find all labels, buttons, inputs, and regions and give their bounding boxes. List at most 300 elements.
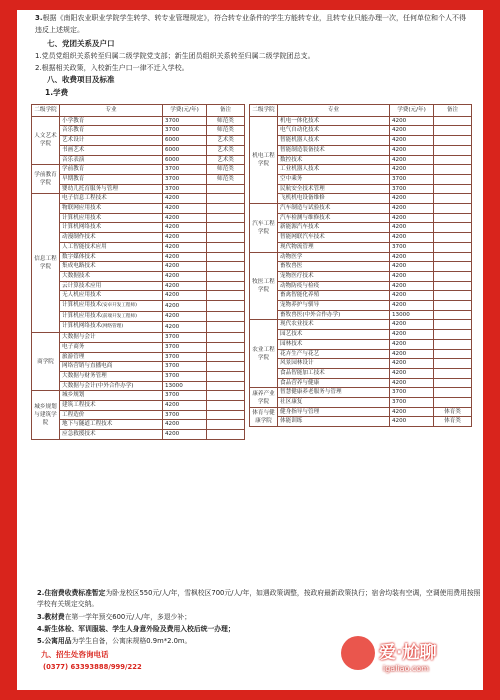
major-name: 智慧健康养老服务与管理 <box>280 389 342 396</box>
major-note: (网络管理) <box>101 324 124 330</box>
note-cell <box>434 281 472 291</box>
table-row <box>250 194 472 204</box>
fee-cell: 4200 <box>390 145 434 155</box>
major-cell <box>60 136 163 146</box>
note-cell <box>207 410 245 420</box>
major-name: 建筑工程技术 <box>62 402 96 409</box>
table-row <box>250 165 472 175</box>
table-row <box>250 301 472 311</box>
note-cell <box>434 136 472 146</box>
college-cell: 农业工程学院 <box>250 320 278 388</box>
major-name: 学前教育 <box>62 166 85 173</box>
item-lead: 住宿费收费标准暂定 <box>44 589 106 597</box>
note-cell <box>434 398 472 408</box>
major-name: 应急救援技术 <box>62 431 96 438</box>
fee-cell: 4200 <box>163 271 207 281</box>
college-cell: 城乡规划与建筑学院 <box>32 391 60 440</box>
note-cell <box>207 420 245 430</box>
major-name: 城乡规划 <box>62 392 85 399</box>
table-row <box>250 339 472 349</box>
table-row <box>250 204 472 214</box>
table-row <box>250 184 472 194</box>
header-fee: 学费(元/年) <box>390 105 434 117</box>
fee-cell: 4200 <box>390 330 434 340</box>
table-row <box>250 417 472 427</box>
table-row <box>250 116 472 126</box>
fee-cell: 4200 <box>390 223 434 233</box>
fee-cell: 3700 <box>163 126 207 136</box>
table-row <box>32 165 245 175</box>
fee-cell: 3700 <box>163 116 207 126</box>
item-number: 2. <box>37 589 45 597</box>
major-name: 体能训练 <box>280 418 303 425</box>
major-cell <box>278 233 390 243</box>
major-name: 书画艺术 <box>62 146 85 153</box>
major-cell <box>60 233 163 243</box>
table-row <box>250 223 472 233</box>
major-name: 畜禽智能化养殖 <box>280 292 320 299</box>
note-cell <box>434 339 472 349</box>
table-row <box>32 322 245 333</box>
major-cell <box>278 242 390 252</box>
major-name: 民航安全技术管理 <box>280 185 325 192</box>
major-cell <box>60 362 163 372</box>
fee-cell: 3700 <box>163 333 207 343</box>
fee-cell: 3700 <box>163 165 207 175</box>
note-cell <box>207 223 245 233</box>
item-text: 在第一学年预交600元/人/年，多退少补； <box>64 613 192 621</box>
fee-cell: 4200 <box>163 204 207 214</box>
major-cell <box>60 301 163 312</box>
major-name: 大数据与会计 <box>62 334 96 341</box>
fee-cell: 4200 <box>390 291 434 301</box>
note-cell <box>207 262 245 272</box>
fee-cell: 3700 <box>390 398 434 408</box>
major-cell <box>278 262 390 272</box>
fee-cell: 4200 <box>390 165 434 175</box>
note-cell <box>434 184 472 194</box>
note-cell <box>207 311 245 322</box>
fee-cell: 4200 <box>163 223 207 233</box>
major-cell <box>60 401 163 411</box>
major-cell <box>278 126 390 136</box>
table-row <box>250 281 472 291</box>
fee-cell: 4200 <box>390 281 434 291</box>
table-row <box>250 368 472 378</box>
header-note: 备注 <box>434 105 472 117</box>
fee-cell: 4200 <box>390 320 434 330</box>
note-cell <box>207 194 245 204</box>
header-major: 专业 <box>278 105 390 117</box>
major-cell <box>60 333 163 343</box>
note-cell: 艺术类 <box>207 136 245 146</box>
major-cell <box>60 381 163 391</box>
table-row <box>250 252 472 262</box>
major-name: 计算机网络技术 <box>62 224 102 231</box>
major-name: 婴幼儿托育服务与管理 <box>62 185 118 192</box>
section-8-title: 八、收费项目及标准 <box>47 75 115 84</box>
note-cell: 体育类 <box>434 407 472 417</box>
major-name: 汽车检测与维修技术 <box>280 214 331 221</box>
note-cell <box>434 223 472 233</box>
table-row <box>32 242 245 252</box>
major-cell <box>60 291 163 301</box>
fee-cell: 4200 <box>390 252 434 262</box>
table-row <box>250 242 472 252</box>
fee-cell: 4200 <box>390 359 434 369</box>
major-cell <box>278 339 390 349</box>
note-cell <box>434 213 472 223</box>
table-row <box>32 233 245 243</box>
major-name: 艺术设计 <box>62 137 85 144</box>
table-row <box>32 311 245 322</box>
section-7-item-1: 1.党员党组织关系转至归属二级学院党支部；新生团员组织关系转至归属二级学院团总支。 <box>35 52 315 60</box>
major-name: 大数据与会计(中外合作办学) <box>62 382 134 389</box>
note-cell <box>434 378 472 388</box>
major-cell <box>60 194 163 204</box>
note-cell <box>434 116 472 126</box>
major-note: (安卓开发工程师) <box>101 303 137 309</box>
fee-cell: 4200 <box>163 311 207 322</box>
table-row <box>32 271 245 281</box>
section-9-title: 九、招生处咨询电话 <box>41 650 109 659</box>
major-name: 集成电路技术 <box>62 263 96 270</box>
table-row <box>32 342 245 352</box>
table-row <box>250 359 472 369</box>
note-cell: 体育类 <box>434 417 472 427</box>
table-row <box>32 401 245 411</box>
table-row <box>32 281 245 291</box>
fee-cell: 4200 <box>390 194 434 204</box>
table-row <box>250 126 472 136</box>
item-number: 3. <box>35 14 43 22</box>
major-name: 机电一体化技术 <box>280 117 320 124</box>
major-name: 社区康复 <box>280 399 303 406</box>
fee-cell: 6000 <box>163 145 207 155</box>
major-name: 音乐教育 <box>62 127 85 134</box>
major-name: 大数据与财务管理 <box>62 372 107 379</box>
table-row <box>32 223 245 233</box>
note-cell <box>207 252 245 262</box>
table-row <box>32 430 245 440</box>
table-row <box>32 410 245 420</box>
major-cell <box>60 252 163 262</box>
major-cell <box>278 116 390 126</box>
major-name: 畜牧兽医 <box>280 263 303 270</box>
table-row <box>250 398 472 408</box>
note-cell <box>434 310 472 320</box>
fee-cell: 4200 <box>163 401 207 411</box>
fee-cell: 4200 <box>390 417 434 427</box>
fee-cell: 4200 <box>390 233 434 243</box>
table-row <box>32 126 245 136</box>
major-cell <box>278 330 390 340</box>
fee-cell: 4200 <box>390 126 434 136</box>
table-row <box>250 291 472 301</box>
note-cell <box>207 233 245 243</box>
major-cell <box>278 174 390 184</box>
fee-cell: 3700 <box>390 174 434 184</box>
note-cell <box>207 184 245 194</box>
major-cell <box>278 301 390 311</box>
header-major: 专业 <box>60 105 163 117</box>
fee-cell: 3700 <box>163 174 207 184</box>
major-cell <box>278 213 390 223</box>
major-cell <box>278 378 390 388</box>
table-row <box>32 381 245 391</box>
header-college: 二级学院 <box>32 105 60 117</box>
fee-cell: 4200 <box>390 339 434 349</box>
table-header-row <box>250 105 472 117</box>
fee-cell: 3700 <box>390 184 434 194</box>
major-cell <box>60 262 163 272</box>
document-sheet <box>17 10 483 690</box>
note-cell <box>434 262 472 272</box>
note-cell <box>207 301 245 312</box>
major-cell <box>278 145 390 155</box>
note-cell <box>207 362 245 372</box>
major-name: 智能网联汽车技术 <box>280 234 325 241</box>
major-cell <box>278 407 390 417</box>
fee-cell: 4200 <box>163 252 207 262</box>
note-cell <box>434 174 472 184</box>
fee-cell: 4200 <box>390 213 434 223</box>
intro-item-3 <box>35 12 471 36</box>
note-cell <box>434 194 472 204</box>
note-cell <box>434 368 472 378</box>
major-cell <box>60 165 163 175</box>
major-cell <box>60 155 163 165</box>
table-row <box>250 378 472 388</box>
footer-item-4: 4.新生体检、军训服装、学生人身意外险及费用入校后统一办理； <box>37 625 235 633</box>
note-cell <box>434 165 472 175</box>
major-cell <box>278 398 390 408</box>
section-7-title: 七、党团关系及户口 <box>47 39 115 48</box>
fee-cell: 4200 <box>163 194 207 204</box>
fee-cell: 4200 <box>390 349 434 359</box>
fee-cell: 4200 <box>390 301 434 311</box>
major-name: 健身指导与管理 <box>280 408 320 415</box>
table-row <box>250 349 472 359</box>
fee-cell: 4200 <box>390 116 434 126</box>
item-text: 为学生自备，公寓床规格0.9m*2.0m。 <box>71 637 192 645</box>
major-cell <box>60 126 163 136</box>
fee-cell: 13000 <box>163 381 207 391</box>
fee-cell: 4200 <box>163 420 207 430</box>
fee-cell: 6000 <box>163 155 207 165</box>
fee-cell: 4200 <box>163 262 207 272</box>
note-cell <box>434 359 472 369</box>
major-cell <box>278 359 390 369</box>
table-row <box>32 291 245 301</box>
note-cell <box>434 233 472 243</box>
major-name: 现代物流管理 <box>280 243 314 250</box>
college-cell: 机电工程学院 <box>250 116 278 203</box>
table-row <box>32 136 245 146</box>
table-row <box>250 136 472 146</box>
table-row <box>32 252 245 262</box>
fee-cell: 4200 <box>390 204 434 214</box>
major-name: 网络营销与直播电商 <box>62 363 113 370</box>
table-row <box>250 174 472 184</box>
major-name: 园林技术 <box>280 340 303 347</box>
major-name: 空中乘务 <box>280 175 303 182</box>
footer-item-3 <box>37 612 191 623</box>
major-name: 工业机器人技术 <box>280 166 320 173</box>
major-name: 数控技术 <box>280 156 303 163</box>
note-cell <box>434 126 472 136</box>
major-cell <box>278 320 390 330</box>
fee-cell: 4200 <box>163 301 207 312</box>
note-cell <box>207 213 245 223</box>
table-row <box>32 116 245 126</box>
table-row <box>250 407 472 417</box>
table-row <box>250 320 472 330</box>
fee-cell: 4200 <box>390 271 434 281</box>
major-cell <box>60 242 163 252</box>
fee-cell: 3700 <box>163 352 207 362</box>
item-number: 3. <box>37 613 45 621</box>
fee-cell: 3700 <box>163 410 207 420</box>
major-name: 智能制造装备技术 <box>280 146 325 153</box>
site-watermark <box>337 634 477 680</box>
fee-cell: 4200 <box>163 430 207 440</box>
fee-cell: 4200 <box>390 407 434 417</box>
watermark-brand: 爱·尬聊 <box>379 643 437 663</box>
college-cell: 人文艺术学院 <box>32 116 60 165</box>
watermark-url: igaliao.com <box>383 664 429 673</box>
table-row <box>32 204 245 214</box>
major-cell <box>278 417 390 427</box>
major-cell <box>60 352 163 362</box>
major-name: 云计算技术应用 <box>62 282 102 289</box>
note-cell <box>207 401 245 411</box>
major-name: 旅游管理 <box>62 353 85 360</box>
item-lead: 教材费 <box>44 613 65 621</box>
major-name: 计算机网络技术 <box>62 323 102 330</box>
table-row <box>32 184 245 194</box>
table-row <box>32 371 245 381</box>
table-row <box>32 174 245 184</box>
item-number: 5. <box>37 637 45 645</box>
table-row <box>250 233 472 243</box>
item-text: 为卧龙校区550元/人/年，雪枫校区700元/人/年，如遇政策调整，按政府最新政策执行；宿舍均装有空调，空调使用费用按照学校有关规定交纳。 <box>37 589 481 608</box>
fee-cell: 3700 <box>390 388 434 398</box>
note-cell <box>207 322 245 333</box>
table-row <box>32 145 245 155</box>
brand-logo-icon <box>341 636 375 670</box>
note-cell <box>207 271 245 281</box>
major-cell <box>60 271 163 281</box>
fee-cell: 4200 <box>163 281 207 291</box>
major-name: 宠物医疗技术 <box>280 272 314 279</box>
major-name: 飞机机电设备维修 <box>280 195 325 202</box>
college-cell: 汽车工程学院 <box>250 204 278 253</box>
major-name: 人工智能技术应用 <box>62 243 107 250</box>
note-cell <box>207 204 245 214</box>
table-row <box>250 271 472 281</box>
college-cell: 体育与健康学院 <box>250 407 278 426</box>
fee-cell: 6000 <box>163 136 207 146</box>
major-cell <box>60 281 163 291</box>
note-cell <box>207 381 245 391</box>
major-name: 计算机应用技术 <box>62 302 102 309</box>
note-cell <box>434 204 472 214</box>
major-cell <box>278 194 390 204</box>
major-name: 动物医学 <box>280 253 303 260</box>
major-name: 食品营养与健康 <box>280 379 320 386</box>
major-cell <box>60 204 163 214</box>
table-row <box>32 391 245 401</box>
major-name: 花卉生产与花艺 <box>280 350 320 357</box>
major-cell <box>60 420 163 430</box>
note-cell <box>434 349 472 359</box>
note-cell <box>207 342 245 352</box>
fee-cell: 4200 <box>390 136 434 146</box>
phone-number: (0377) 63393888/999/222 <box>43 663 142 671</box>
table-row <box>32 420 245 430</box>
fee-cell: 4200 <box>390 378 434 388</box>
tuition-table-left <box>31 104 245 440</box>
fee-cell: 3700 <box>163 342 207 352</box>
major-name: 工程造价 <box>62 411 85 418</box>
note-cell: 艺术类 <box>207 145 245 155</box>
fee-cell: 4200 <box>390 368 434 378</box>
major-name: 音乐表演 <box>62 156 85 163</box>
fee-cell: 3700 <box>390 242 434 252</box>
note-cell: 师范类 <box>207 174 245 184</box>
major-cell <box>60 391 163 401</box>
major-cell <box>60 430 163 440</box>
major-cell <box>278 165 390 175</box>
major-name: 汽车制造与试验技术 <box>280 205 331 212</box>
note-cell <box>434 252 472 262</box>
note-cell <box>207 333 245 343</box>
section-7-item-2: 2.根据相关政策，入校新生户口一律不迁入学校。 <box>35 64 189 72</box>
note-cell <box>434 388 472 398</box>
table-row <box>32 333 245 343</box>
major-cell <box>60 213 163 223</box>
major-name: 计算机应用技术 <box>62 312 102 319</box>
major-cell <box>278 155 390 165</box>
major-cell <box>60 322 163 333</box>
major-name: 物联网应用技术 <box>62 205 102 212</box>
header-note: 备注 <box>207 105 245 117</box>
footer-item-2 <box>37 588 483 610</box>
note-cell <box>207 281 245 291</box>
college-cell: 信息工程学院 <box>32 194 60 333</box>
fee-cell: 4200 <box>163 213 207 223</box>
college-cell: 商学院 <box>32 333 60 391</box>
fee-cell: 3700 <box>163 371 207 381</box>
fee-cell: 4200 <box>390 155 434 165</box>
major-cell <box>60 184 163 194</box>
major-cell <box>60 410 163 420</box>
major-name: 风景园林设计 <box>280 360 314 367</box>
major-cell <box>278 271 390 281</box>
fee-cell: 3700 <box>163 184 207 194</box>
note-cell <box>207 242 245 252</box>
major-name: 数字媒体技术 <box>62 253 96 260</box>
major-cell <box>278 368 390 378</box>
major-cell <box>278 349 390 359</box>
major-name: 大数据技术 <box>62 272 90 279</box>
major-name: 动物防疫与检疫 <box>280 282 320 289</box>
table-row <box>32 262 245 272</box>
college-cell: 牧医工程学院 <box>250 252 278 320</box>
major-cell <box>60 223 163 233</box>
table-header-row <box>32 105 245 117</box>
